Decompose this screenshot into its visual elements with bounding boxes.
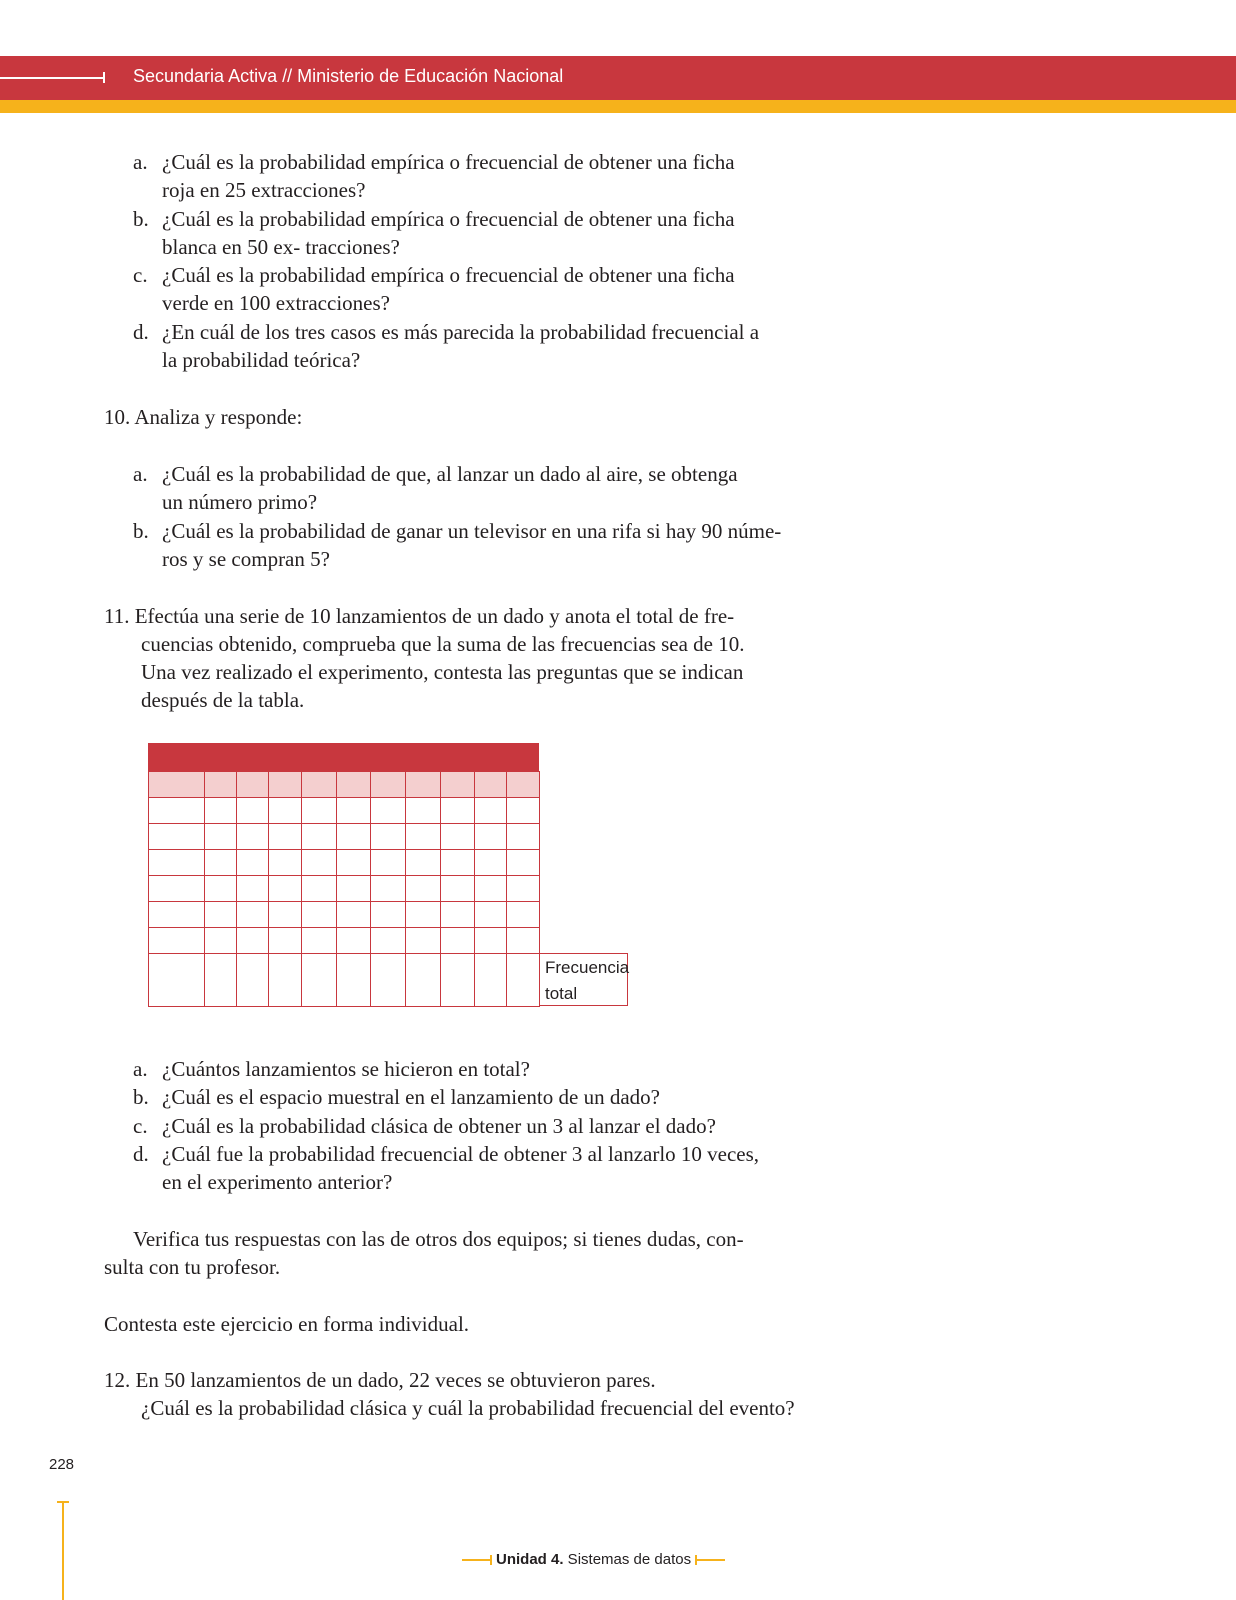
q9b-line2: blanca en 50 ex- tracciones?	[162, 235, 400, 259]
table-cell	[148, 927, 205, 954]
table-cell	[370, 953, 406, 1007]
footer-rule-left	[462, 1559, 492, 1561]
table-cell	[336, 927, 371, 954]
q9b-line1: ¿Cuál es la probabilidad empírica o frecuencial de obtener una ficha	[162, 207, 735, 231]
table-cell	[506, 927, 540, 954]
table-cell	[440, 849, 475, 876]
table-cell	[440, 901, 475, 928]
q9c-label: c.	[133, 263, 148, 287]
table-cell	[370, 823, 406, 850]
q9d-line2: la probabilidad teórica?	[162, 348, 361, 372]
q10a-line1: ¿Cuál es la probabilidad de que, al lanzar un dado al aire, se obtenga	[162, 462, 738, 486]
q11-line4: después de la tabla.	[141, 688, 305, 712]
table-subheader-cell	[268, 771, 302, 798]
table-cell	[336, 953, 371, 1007]
table-cell	[506, 953, 540, 1007]
q11a-label: a.	[133, 1057, 148, 1081]
table-cell	[148, 797, 205, 824]
table-cell	[370, 901, 406, 928]
table-cell	[405, 953, 441, 1007]
table-cell	[204, 875, 237, 902]
table-subheader-cell	[148, 771, 205, 798]
table-cell	[405, 901, 441, 928]
footer-unit-number: Unidad 4.	[496, 1551, 564, 1568]
q10a-line2: un número primo?	[162, 490, 318, 514]
table-cell	[370, 875, 406, 902]
table-cell	[148, 901, 205, 928]
footer-unit-title: Sistemas de datos	[563, 1551, 692, 1568]
table-cell	[336, 797, 371, 824]
table-cell	[474, 797, 507, 824]
table-cell	[301, 953, 337, 1007]
q9c-line2: verde en 100 extracciones?	[162, 291, 390, 315]
table-cell	[204, 849, 237, 876]
table-cell	[301, 849, 337, 876]
q9a-line1: ¿Cuál es la probabilidad empírica o frecuencial de obtener una ficha	[162, 150, 735, 174]
table-header-bar	[148, 743, 539, 771]
q9b-label: b.	[133, 207, 149, 231]
table-cell	[440, 927, 475, 954]
individual-instruction: Contesta este ejercicio en forma individual.	[104, 1312, 470, 1336]
header-rule-tick	[103, 72, 105, 83]
header-accent-stripe	[0, 100, 1236, 113]
table-subheader-cell	[236, 771, 269, 798]
table-cell	[474, 901, 507, 928]
table-subheader-cell	[474, 771, 507, 798]
table-subheader-cell	[336, 771, 371, 798]
table-cell	[474, 823, 507, 850]
table-cell	[204, 927, 237, 954]
table-cell	[506, 797, 540, 824]
table-cell	[236, 953, 269, 1007]
table-subheader-cell	[440, 771, 475, 798]
table-cell	[506, 849, 540, 876]
table-subheader-cell	[405, 771, 441, 798]
table-subheader-cell	[506, 771, 540, 798]
q10b-label: b.	[133, 519, 149, 543]
footer-unit	[462, 1551, 725, 1568]
table-cell	[236, 823, 269, 850]
table-cell	[405, 875, 441, 902]
table-subheader-cell	[370, 771, 406, 798]
table-cell	[301, 797, 337, 824]
table-cell	[301, 875, 337, 902]
q11-line1: 11. Efectúa una serie de 10 lanzamientos de un dado y anota el total de fre-	[104, 604, 735, 628]
total-frequency-label-line1: Frecuencia	[545, 958, 630, 977]
table-cell	[204, 901, 237, 928]
table-cell	[148, 953, 205, 1007]
table-cell	[236, 849, 269, 876]
q11b-label: b.	[133, 1085, 149, 1109]
table-cell	[405, 849, 441, 876]
table-cell	[268, 849, 302, 876]
q11c-label: c.	[133, 1114, 148, 1138]
table-cell	[336, 901, 371, 928]
table-subheader-cell	[301, 771, 337, 798]
table-cell	[474, 875, 507, 902]
table-cell	[474, 953, 507, 1007]
table-cell	[440, 875, 475, 902]
table-cell	[268, 797, 302, 824]
q11c-line1: ¿Cuál es la probabilidad clásica de obtener un 3 al lanzar el dado?	[162, 1114, 716, 1138]
table-cell	[301, 823, 337, 850]
table-cell	[236, 927, 269, 954]
table-cell	[370, 927, 406, 954]
q11-line2: cuencias obtenido, comprueba que la suma de las frecuencias sea de 10.	[141, 632, 745, 656]
table-cell	[236, 901, 269, 928]
table-cell	[236, 875, 269, 902]
table-cell	[506, 823, 540, 850]
q11b-line1: ¿Cuál es el espacio muestral en el lanzamiento de un dado?	[162, 1085, 660, 1109]
q12-line1: 12. En 50 lanzamientos de un dado, 22 veces se obtuvieron pares.	[104, 1368, 656, 1392]
q11d-line2: en el experimento anterior?	[162, 1170, 393, 1194]
header-title: Secundaria Activa // Ministerio de Educación Nacional	[133, 66, 564, 86]
q11d-line1: ¿Cuál fue la probabilidad frecuencial de obtener 3 al lanzarlo 10 veces,	[162, 1142, 760, 1166]
table-cell	[405, 927, 441, 954]
total-frequency-label-line2: total	[545, 984, 578, 1003]
table-cell	[336, 849, 371, 876]
table-cell	[440, 797, 475, 824]
table-cell	[148, 849, 205, 876]
verify-line1: Verifica tus respuestas con las de otros dos equipos; si tienes dudas, con-	[133, 1227, 744, 1251]
footer-rule-right	[695, 1559, 725, 1561]
header-rule	[0, 77, 104, 79]
table-cell	[236, 797, 269, 824]
q10-title: 10. Analiza y responde:	[104, 405, 303, 429]
table-cell	[336, 875, 371, 902]
q9d-line1: ¿En cuál de los tres casos es más parecida la probabilidad frecuencial a	[162, 320, 760, 344]
table-cell	[268, 953, 302, 1007]
table-cell	[440, 953, 475, 1007]
table-cell	[204, 823, 237, 850]
table-cell	[148, 875, 205, 902]
q9d-label: d.	[133, 320, 149, 344]
table-cell	[268, 927, 302, 954]
table-cell	[370, 797, 406, 824]
table-cell	[405, 823, 441, 850]
table-cell	[268, 823, 302, 850]
table-cell	[301, 901, 337, 928]
table-cell	[506, 875, 540, 902]
q10b-line1: ¿Cuál es la probabilidad de ganar un televisor en una rifa si hay 90 núme-	[162, 519, 782, 543]
q11a-line1: ¿Cuántos lanzamientos se hicieron en total?	[162, 1057, 530, 1081]
q11d-label: d.	[133, 1142, 149, 1166]
table-cell	[370, 849, 406, 876]
q9a-label: a.	[133, 150, 148, 174]
table-cell	[506, 901, 540, 928]
q11-line3: Una vez realizado el experimento, contesta las preguntas que se indican	[141, 660, 744, 684]
q9a-line2: roja en 25 extracciones?	[162, 178, 366, 202]
q10b-line2: ros y se compran 5?	[162, 547, 330, 571]
table-cell	[301, 927, 337, 954]
table-cell	[148, 823, 205, 850]
table-subheader-cell	[204, 771, 237, 798]
table-cell	[268, 901, 302, 928]
table-cell	[440, 823, 475, 850]
table-cell	[405, 797, 441, 824]
q10a-label: a.	[133, 462, 148, 486]
page-number: 228	[49, 1456, 75, 1473]
q12-line2: ¿Cuál es la probabilidad clásica y cuál la probabilidad frecuencial del evento?	[141, 1396, 795, 1420]
q9c-line1: ¿Cuál es la probabilidad empírica o frecuencial de obtener una ficha	[162, 263, 735, 287]
table-cell	[204, 953, 237, 1007]
table-cell	[474, 927, 507, 954]
table-cell	[268, 875, 302, 902]
table-cell	[474, 849, 507, 876]
verify-line2: sulta con tu profesor.	[104, 1255, 281, 1279]
table-cell	[336, 823, 371, 850]
table-cell	[204, 797, 237, 824]
margin-rule	[62, 1502, 64, 1600]
